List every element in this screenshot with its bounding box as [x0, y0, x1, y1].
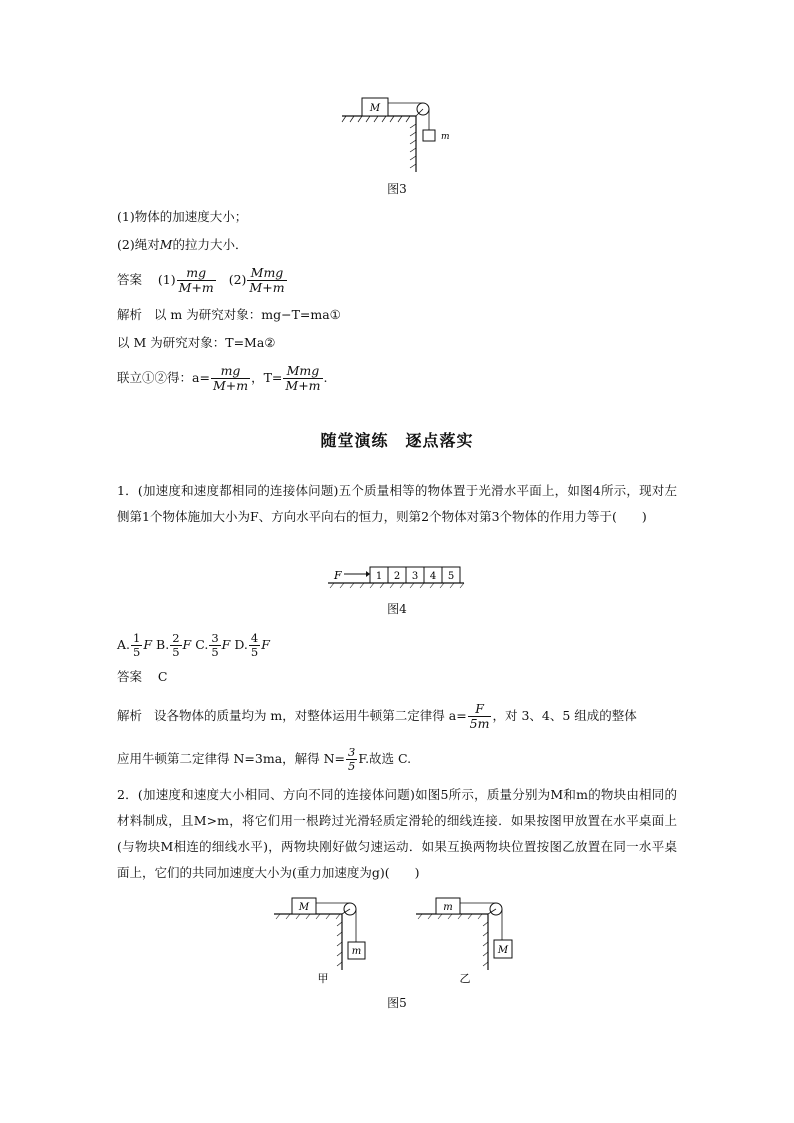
option-b[interactable]: B. $\frac{2}{5}$ F: [156, 631, 192, 659]
figure-4-diagram: [326, 562, 466, 590]
q1-analysis-line-2: 应用牛顿第二定律得 N=3ma，解得 N= $\frac{3}{5}$ F.故选 C.: [117, 745, 412, 773]
block-4-label: 4: [429, 571, 437, 582]
figure-3-diagram: [338, 92, 458, 174]
right-figure-label: 乙: [459, 972, 471, 985]
option-a[interactable]: A. $\frac{1}{5}$ F: [117, 631, 153, 659]
block-1-label: 1: [375, 571, 383, 582]
right-hanging-label: M: [497, 945, 509, 956]
question-1-line: (1)物体的加速度大小；: [117, 209, 248, 224]
section-heading: 随堂演练 逐点落实: [320, 431, 474, 450]
option-d[interactable]: D. $\frac{4}{5}$ F: [234, 631, 270, 659]
analysis-line-2: 以 M 为研究对象：T=Ma②: [117, 335, 276, 350]
figure-5-diagram: [270, 892, 530, 992]
right-top-label: m: [443, 902, 453, 913]
answer-label: 答案: [117, 272, 143, 287]
answer-line: 答案 (1) $\frac{mg}{M+m}$ (2) $\frac{\text{Mmg}}{M+m}$: [117, 265, 285, 295]
force-arrow-icon: [366, 571, 370, 577]
block-m-label: m: [441, 132, 450, 142]
question-2-text: 2．(加速度和速度大小相同、方向不同的连接体问题)如图5所示，质量分别为M和m的物块由相同的材料制成，且M>m，将它们用一根跨过光滑轻质定滑轮的细线连接．如果按图甲放置在水平桌面上(与物块M相连的细线水平)，两物块刚好做匀速运动．如果互换两物块位置按图乙放置在同一水平桌面上，它们的共同加速度大小为(重力加速度为g)( ): [117, 787, 677, 880]
analysis-line-1: 解析 以 m 为研究对象：mg−T=ma①: [117, 307, 341, 322]
option-c[interactable]: C. $\frac{3}{5}$ F: [195, 631, 231, 659]
left-hanging-label: m: [351, 946, 362, 957]
block-m: [423, 130, 435, 141]
q1-answer-line: 答案 C: [117, 669, 168, 684]
figure-3-caption: 图3: [387, 182, 407, 196]
block-2-label: 2: [393, 571, 401, 582]
question-2-line: (2)绳对M的拉力大小．: [117, 237, 248, 252]
left-figure-label: 甲: [317, 972, 329, 985]
options-line: [117, 628, 274, 662]
figure-4-caption: 图4: [387, 602, 407, 616]
block-5-label: 5: [447, 571, 455, 582]
block-M-label: M: [369, 103, 381, 114]
figure-5-caption: 图5: [387, 996, 407, 1010]
force-label: F: [334, 569, 342, 582]
question-1-text: 1．(加速度和速度都相同的连接体问题)五个质量相等的物体置于光滑水平面上，如图4所示，现对左侧第1个物体施加大小为F、方向水平向右的恒力，则第2个物体对第3个物体的作用力等于( ): [117, 483, 677, 524]
q1-analysis-line-1: 解析 设各物体的质量均为 m，对整体运用牛顿第二定律得 a= $\frac{F}{5m}$ ，对 3、4、5 组成的整体: [117, 701, 637, 731]
left-top-label: M: [298, 902, 310, 913]
combine-line: 联立①②得：a= $\frac{mg}{M+m}$ ，T= $\frac{\text{Mmg}}{M+m}$ .: [117, 363, 328, 393]
block-3-label: 3: [411, 571, 419, 582]
